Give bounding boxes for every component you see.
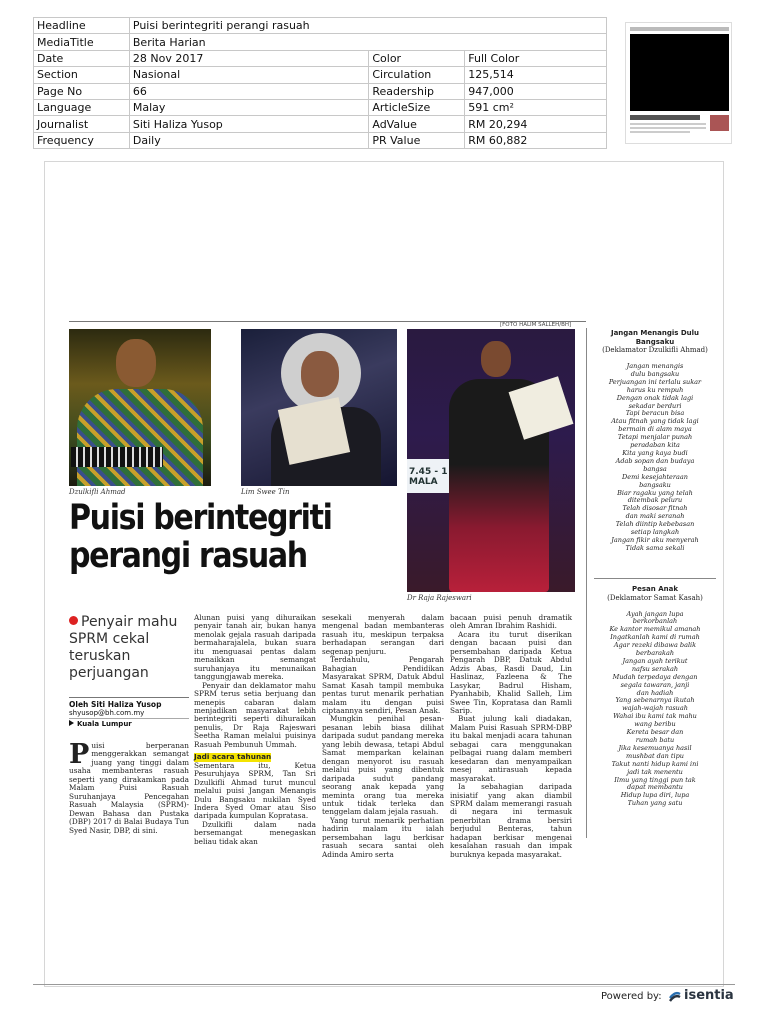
poem-line: Wahai ibu kami tak mahu xyxy=(613,712,697,721)
isentia-logo-icon xyxy=(668,989,682,1003)
music-stand xyxy=(71,447,163,467)
poem-deklamator: (Deklamator Dzulkifli Ahmad) xyxy=(602,346,708,354)
paragraph: Alunan puisi yang dihuraikan penyair tanah air, bukan hanya menolak gejala rasuah daripada bermaharajalela, bukan suara itu menguasai pentas dalam menaikkan semangat suruhanjaya itu menunaikan tanggungjawab mereka. xyxy=(194,613,316,682)
poem-line: Jangan menangis xyxy=(626,362,684,370)
paragraph: Mungkin penihal pesan-pesanan lebih biasa dilihat daripada sudut pandang mereka yang lebih dewasa, tetapi Abdul Samat memparkan kelainan dengan menyorot isu rasuah melalui puisi yang dibentuk daripada sudut pandang seorang anak kepada yang meminta orang tua mereka untuk tidak terleka dan tenggelam dalam jejala rasuah. xyxy=(322,714,444,817)
poem-line: dan hadiah xyxy=(636,688,674,697)
meta-label: Circulation xyxy=(369,67,465,83)
poem-line: mushbat dan tipu xyxy=(626,751,684,760)
meta-value: 591 cm² xyxy=(465,99,607,115)
meta-value: Puisi berintegriti perangi rasuah xyxy=(129,18,606,34)
poem-line: Telah diintip kebebasan xyxy=(615,520,695,529)
meta-label: AdValue xyxy=(369,116,465,132)
poem-line: dulu bangsaku xyxy=(630,369,680,378)
meta-label: Color xyxy=(369,50,465,66)
poem-lines xyxy=(594,363,716,553)
poem-line: berbarakah xyxy=(635,649,675,658)
location-rule xyxy=(69,718,189,719)
meta-value: RM 20,294 xyxy=(465,116,607,132)
poem-line: Tapi beracun bisa xyxy=(625,409,685,418)
meta-label: PR Value xyxy=(369,132,465,148)
journalist-email: shyusop@bh.com.my xyxy=(69,709,145,717)
meta-label: Language xyxy=(34,99,130,115)
thumbnail-photo xyxy=(710,115,729,131)
meta-row-pageno xyxy=(34,83,607,99)
photo-lim-swee-tin xyxy=(241,329,397,486)
poem-separator xyxy=(594,578,716,579)
poem-line: jadi tak menentu xyxy=(627,767,683,776)
banner-text: 7.45 - 1 MALA xyxy=(409,467,448,487)
meta-row-language xyxy=(34,99,607,115)
poem-line: Biar ragaku yang telah xyxy=(617,488,693,497)
figure-face xyxy=(301,351,339,397)
body-column-2 xyxy=(194,614,316,846)
article-subhead xyxy=(69,614,189,682)
poem-line: Perjuangan ini terlalu sukar xyxy=(608,377,702,386)
body-column-4 xyxy=(450,614,572,859)
poem-line: Ke kantor memikul amanah xyxy=(609,625,701,634)
triangle-icon xyxy=(69,720,74,726)
paragraph: Acara itu turut diserikan dengan bacaan puisi dan persembahan daripada Ketua Pengarah DBP, Datuk Abdul Adzis Abas, Rasdi Daud, Lin Haslinaz, Fazleena & The Lasykar, Badrul Hisham, Pyanhabib, Khalid Salleh, Lim Swee Tin, Kopratasa dan Ramli Sarip. xyxy=(450,629,572,715)
paragraph: Ia sebahagian daripada inisiatif yang akan diambil SPRM dalam memerangi rasuah di negara ini termasuk penerbitan drama bersiri berjudul Benteras, tahun hadapan berkisar mengenai kesalahan rasuah dan impak buruknya kepada masyarakat. xyxy=(450,782,572,859)
meta-value: 66 xyxy=(129,83,368,99)
poem-line: sekadar berduri xyxy=(628,401,682,410)
meta-value: Nasional xyxy=(129,67,368,83)
meta-label: Headline xyxy=(34,18,130,34)
poem-line: peradaban kita xyxy=(630,441,680,450)
thumbnail-text-line xyxy=(630,123,706,125)
paragraph: Terdahulu, Pengarah Bahagian Pendidikan Masyarakat SPRM, Datuk Abdul Samat Kasah tampil membuka pentas turut menarik perhatian malam itu dengan puisi ciptaannya sendiri, Pesan Anak. xyxy=(322,655,444,715)
paragraph: sesekali menyerah dalam mengenal badan membanteras rasuah itu, meskipun terpaksa berhadapan serangan dari segenap penjuru. xyxy=(322,613,444,656)
meta-row-frequency xyxy=(34,132,607,148)
brand-name: isentia xyxy=(684,988,734,1003)
footer-rule xyxy=(33,984,735,985)
meta-row-date xyxy=(34,50,607,66)
poem-line: Yang sebenarnya ikutah xyxy=(615,696,695,705)
poem-line: bangsa xyxy=(643,464,667,473)
poem-title: Pesan Anak xyxy=(632,585,678,593)
metadata-table xyxy=(33,17,607,149)
thumbnail-text-line xyxy=(630,131,690,133)
poem-line: Mudah terpedaya dengan xyxy=(612,672,698,681)
poem-line: Jangan fikir aku menyerah xyxy=(611,535,699,544)
isentia-logo[interactable] xyxy=(668,988,734,1003)
body-column-3 xyxy=(322,614,444,859)
poem-line: Kereta besar dan xyxy=(626,728,684,737)
poem-line: harus ku rempuh xyxy=(626,385,684,394)
thumbnail-text-line xyxy=(630,127,706,129)
poem-line: Hidup lupa diri, lupa xyxy=(620,791,690,800)
meta-row-section xyxy=(34,67,607,83)
photo-credit: [FOTO HALIM SALLEH/BH] xyxy=(500,322,572,328)
headline-line-2: perangi rasuah xyxy=(69,536,307,576)
poem-line: dapat membantu xyxy=(627,783,683,792)
bullet-icon xyxy=(69,616,78,625)
poem-line: Agar rezeki dibawa balik xyxy=(613,641,697,650)
poem-line: Dengan onak tidak lagi xyxy=(616,393,694,402)
meta-label: Journalist xyxy=(34,116,130,132)
poem-line: Tidak sama sekali xyxy=(625,543,685,552)
caption-p1: Dzulkifli Ahmad xyxy=(69,488,126,496)
meta-value: 125,514 xyxy=(465,67,607,83)
meta-label: Readership xyxy=(369,83,465,99)
thumbnail-image xyxy=(630,34,729,111)
meta-label: Page No xyxy=(34,83,130,99)
paragraph: Buat julung kali diadakan, Malam Puisi Rasuah SPRM-DBP itu bakal menjadi acara tahunan sebagai cara menggunakan pelbagai ruang dalam memberi kesedaran dan menyampaikan mesej antirasuah kepada masyarakat. xyxy=(450,714,572,783)
poem-line: Tetapi menjalar punah xyxy=(617,433,693,442)
meta-value: Daily xyxy=(129,132,368,148)
caption-p3: Dr Raja Rajeswari xyxy=(407,594,472,602)
poem-jangan-menangis xyxy=(594,329,716,553)
meta-label: Date xyxy=(34,50,130,66)
meta-label: ArticleSize xyxy=(369,99,465,115)
poem-line: Jika kesemuanya hasil xyxy=(618,743,692,752)
photo-dzulkifli xyxy=(69,329,211,486)
meta-value: Full Color xyxy=(465,50,607,66)
dateline-text: Kuala Lumpur xyxy=(77,720,132,728)
dateline xyxy=(69,720,132,728)
meta-row-journalist xyxy=(34,116,607,132)
poem-line: nafsu serakah xyxy=(631,664,679,673)
paragraph: bacaan puisi penuh dramatik oleh Amran Ibrahim Rashidi. xyxy=(450,613,572,631)
page-thumbnail[interactable] xyxy=(625,22,732,144)
poem-line: Takut nanti hidup kami ini xyxy=(611,759,699,768)
poem-line: dan maki seranah xyxy=(625,512,685,521)
poem-line: Ilmu yang tinggi pun tak xyxy=(614,775,696,784)
body-column-1 xyxy=(69,739,189,835)
poem-line: bermain di alam maya xyxy=(618,425,692,434)
meta-label: Section xyxy=(34,67,130,83)
poem-line: Ayah jangan lupa xyxy=(626,609,684,618)
poem-lines xyxy=(594,611,716,809)
paragraph: Yang turut menarik perhatian hadirin malam itu ialah persembahan lagu berkisar rasuah secara santai oleh Adinda Amiro serta xyxy=(322,815,444,859)
paragraph: uisi berperanan menggerakkan semangat juang yang tinggi dalam usaha membanteras rasuah seperti yang dirakamkan pada Malam Puisi Rasuah Suruhanjaya Pencegahan Rasuah Malaysia (SPRM)-Dewan Bahasa dan Pustaka (DBP) 2017 di Balai Budaya Tun Syed Nasir, DBP, di sini. xyxy=(69,741,189,835)
article-headline xyxy=(69,499,353,575)
poem-line: Tuhan yang satu xyxy=(627,799,683,808)
poem-line: wajah-wajah rasuah xyxy=(622,704,688,713)
poem-line: segala tawaran, janji xyxy=(620,680,690,689)
caption-p2: Lim Swee Tin xyxy=(241,488,290,496)
headline-line-1: Puisi berintegriti xyxy=(69,498,332,538)
meta-value: Siti Haliza Yusop xyxy=(129,116,368,132)
poem-line: Ingatkanlah kami di rumah xyxy=(610,633,700,642)
poem-line: Telah disosar fitnah xyxy=(622,504,688,513)
poem-line: setiap langkah xyxy=(630,528,680,537)
meta-value: RM 60,882 xyxy=(465,132,607,148)
poem-pesan-anak xyxy=(594,585,716,808)
meta-label: MediaTitle xyxy=(34,34,130,50)
meta-value: Berita Harian xyxy=(129,34,606,50)
poem-deklamator: (Deklamator Samat Kasah) xyxy=(607,593,703,602)
meta-value: Malay xyxy=(129,99,368,115)
poem-line: Demi kesejahteraan xyxy=(622,472,688,481)
powered-by-label: Powered by: xyxy=(601,991,662,1002)
paragraph: Dzulkifli dalam nada bersemangat menegaskan beliau tidak akan xyxy=(194,819,316,846)
meta-value: 947,000 xyxy=(465,83,607,99)
meta-row-mediatitle xyxy=(34,34,607,50)
figure-body xyxy=(77,389,203,486)
poem-line: wang beribu xyxy=(634,720,676,729)
figure-face xyxy=(481,341,511,377)
thumbnail-masthead xyxy=(630,27,729,31)
poem-title: Jangan Menangis Dulu Bangsaku xyxy=(610,329,700,346)
poem-line: Kita yang kaya budi xyxy=(622,448,688,457)
paragraph: Penyair dan deklamator mahu SPRM terus setia berjuang dan menepis cabaran dalam menjadikan masyarakat lebih berintegriti seperti dihuraikan penulis, Dr Raja Rajeswari Seetha Raman melalui puisinya Rasuah Pembunuh Ummah. xyxy=(194,680,316,749)
poem-line: Atau fitnah yang tidak lagi xyxy=(611,417,699,426)
section-subheading: Jadi acara tahunan xyxy=(194,752,272,762)
poem-line: Adab sopan dan budaya xyxy=(615,456,695,465)
sidebar-divider xyxy=(586,328,587,838)
poem-line: bangsaku xyxy=(639,480,671,489)
subhead-text: Penyair mahu SPRM cekal teruskan perjuangan xyxy=(69,614,178,681)
meta-row-headline xyxy=(34,18,607,34)
byline: Oleh Siti Haliza Yusop xyxy=(69,700,162,709)
thumbnail-headline xyxy=(630,115,700,120)
meta-value: 28 Nov 2017 xyxy=(129,50,368,66)
byline-rule xyxy=(69,697,189,698)
paragraph: Sementara itu, Ketua Pesuruhjaya SPRM, Tan Sri Dzulkifli Ahmad turut muncul melalui puisi Jangan Menangis Dulu Bangsaku nukilan Syed Indera Syed Omar atau Siso daripada kumpulan Kopratasa. xyxy=(194,760,316,821)
poem-line: rumah batu xyxy=(635,736,675,744)
drop-cap: P xyxy=(69,739,90,770)
meta-label: Frequency xyxy=(34,132,130,148)
photo-raja-rajeswari xyxy=(407,329,575,592)
poem-line: berkorbanlah xyxy=(632,617,678,626)
figure-face xyxy=(116,339,156,387)
poem-line: ditembak peluru xyxy=(627,496,683,505)
poem-line: Jangan ayah terikut xyxy=(622,656,688,665)
